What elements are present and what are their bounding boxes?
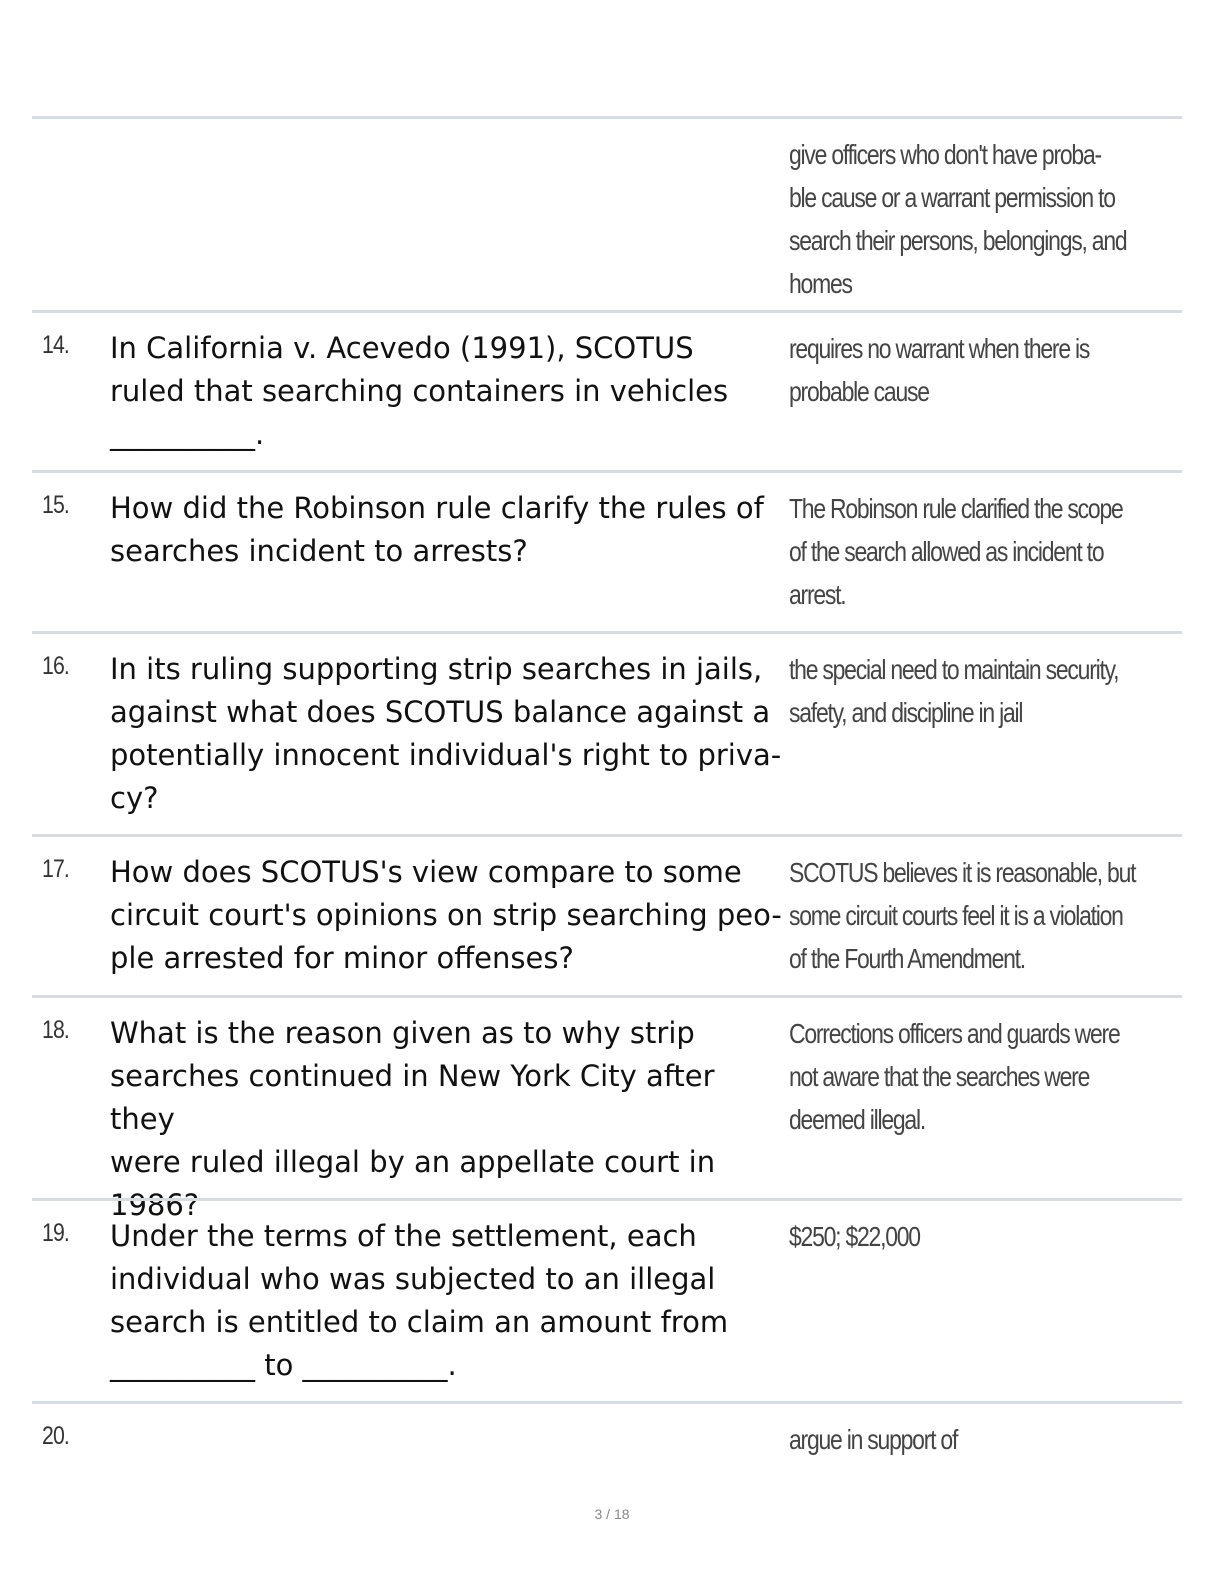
row-question: Under the terms of the settlement, each individual who was subjected to an illegal search is entitled to claim an amount from __________ to __________. — [110, 1219, 729, 1382]
table-row — [32, 834, 1182, 995]
row-answer: the special need to maintain security, safety, and discipline in jail — [789, 654, 1119, 728]
row-question: What is the reason given as to why strip searches continued in New York City after they were ruled illegal by an appellate court in 1986? — [110, 1016, 716, 1222]
row-question: How did the Robinson rule clarify the rules of searches incident to arrests? — [110, 491, 764, 568]
page-indicator: 3 / 18 — [594, 1506, 630, 1522]
row-question: How does SCOTUS's view compare to some circuit court's opinions on strip searching peo- ple arrested for minor offenses? — [110, 855, 782, 975]
row-number: 20. — [42, 1422, 70, 1450]
table-row — [32, 1198, 1182, 1401]
row-number: 15. — [42, 491, 70, 519]
row-answer: SCOTUS believes it is reasonable, but some circuit courts feel it is a violation of the Fourth Amendment. — [789, 857, 1136, 974]
row-answer: Corrections officers and guards were not aware that the searches were deemed illegal. — [789, 1018, 1120, 1135]
row-answer: The Robinson rule clarified the scope of the search allowed as incident to arrest. — [789, 493, 1123, 610]
row-answer: give officers who don't have proba- ble cause or a warrant permission to search their persons, belongings, and homes — [789, 139, 1127, 299]
row-question: In California v. Acevedo (1991), SCOTUS ruled that searching containers in vehicles __________. — [110, 331, 729, 451]
table-row — [32, 310, 1182, 470]
row-number: 18. — [42, 1016, 70, 1044]
table-row — [32, 995, 1182, 1222]
row-number: 17. — [42, 855, 70, 883]
row-number: 16. — [42, 652, 70, 680]
row-number: 19. — [42, 1219, 70, 1247]
table-row — [32, 470, 1182, 631]
row-answer: argue in support of — [789, 1424, 958, 1455]
table-row — [32, 1401, 1182, 1481]
table-row — [32, 116, 1182, 310]
row-question: In its ruling supporting strip searches in jails, against what does SCOTUS balance against a potentially innocent individual's right to priva- cy? — [110, 652, 782, 815]
flashcard-table — [32, 116, 1182, 1481]
table-row — [32, 631, 1182, 834]
row-answer: requires no warrant when there is probable cause — [789, 333, 1090, 407]
row-answer: $250; $22,000 — [789, 1221, 920, 1252]
row-number: 14. — [42, 331, 70, 359]
